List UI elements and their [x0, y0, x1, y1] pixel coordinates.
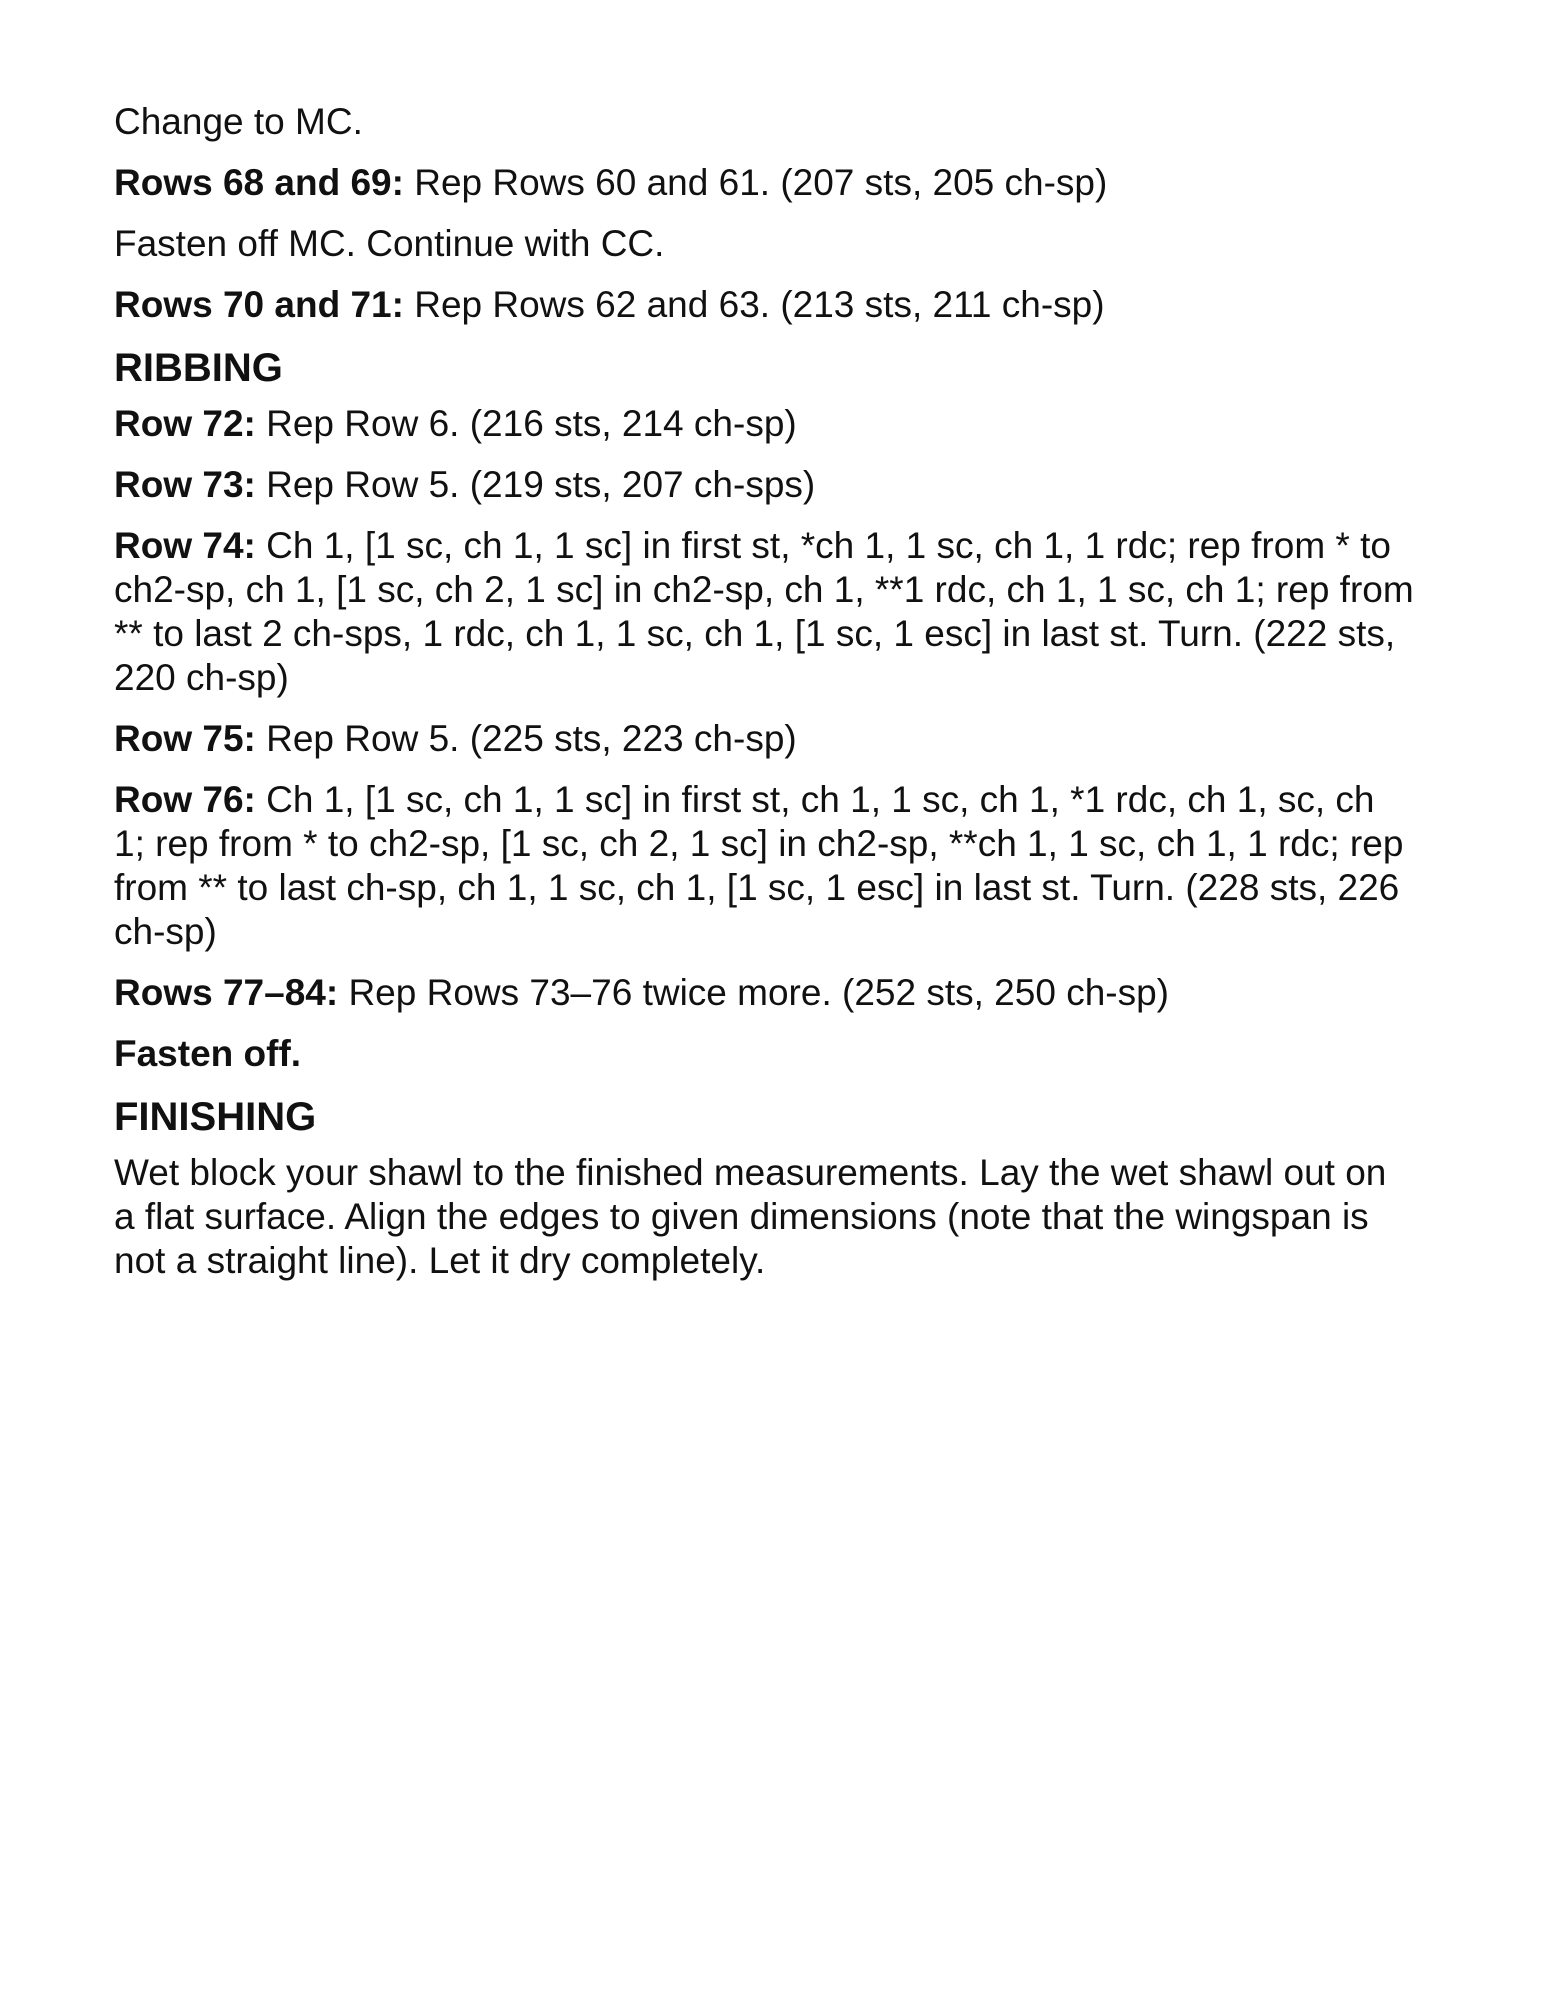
section-heading-finishing: FINISHING	[114, 1095, 317, 1139]
row-instruction: Ch 1, [1 sc, ch 1, 1 sc] in first st, *ch 1, 1 sc, ch 1, 1 rdc; rep from * to ch2-sp, ch 1, [1 sc, ch 2, 1 sc] in ch2-sp, ch 1, **1 rdc, ch 1, 1 sc, ch 1; rep from ** to last 2 ch-sps, 1 rdc, ch 1, 1 sc, ch 1, [1 sc, 1 esc] in last st. Turn. (222 sts, 220 ch-sp)	[114, 525, 1414, 698]
row-label: Row 74:	[114, 525, 256, 566]
row-label: Row 76:	[114, 779, 256, 820]
paragraph-text: Wet block your shawl to the finished measurements. Lay the wet shawl out on a flat surface. Align the edges to given dimensions (note that the wingspan is not a straight line). Let it dry completely.	[114, 1152, 1387, 1281]
paragraph-row-75	[114, 717, 1414, 761]
document-page	[114, 100, 1414, 1300]
row-instruction: Rep Row 5. (219 sts, 207 ch-sps)	[255, 464, 816, 505]
row-label: Row 73:	[114, 464, 256, 505]
row-instruction: Rep Rows 60 and 61. (207 sts, 205 ch-sp)	[403, 162, 1108, 203]
row-instruction: Rep Rows 73–76 twice more. (252 sts, 250 ch-sp)	[338, 972, 1169, 1013]
paragraph-row-72	[114, 402, 1414, 446]
row-instruction: Rep Rows 62 and 63. (213 sts, 211 ch-sp)	[403, 284, 1105, 325]
row-label: Rows 70 and 71:	[114, 284, 404, 325]
row-instruction: Ch 1, [1 sc, ch 1, 1 sc] in first st, ch 1, 1 sc, ch 1, *1 rdc, ch 1, sc, ch 1; rep from * to ch2-sp, [1 sc, ch 2, 1 sc] in ch2-sp, **ch 1, 1 sc, ch 1, 1 rdc; rep from ** to last ch-sp, ch 1, 1 sc, ch 1, [1 sc, 1 esc] in last st. Turn. (228 sts, 226 ch-sp)	[114, 779, 1404, 952]
row-label: Row 72:	[114, 403, 256, 444]
paragraph-rows-77-84	[114, 971, 1414, 1015]
paragraph-rows-70-71	[114, 283, 1414, 327]
paragraph-row-76	[114, 778, 1414, 954]
row-label: Rows 68 and 69:	[114, 162, 404, 203]
paragraph-finishing	[114, 1151, 1414, 1283]
paragraph-row-74	[114, 524, 1414, 700]
row-label: Row 75:	[114, 718, 256, 759]
paragraph-text: Change to MC.	[114, 101, 363, 142]
paragraph-row-73	[114, 463, 1414, 507]
paragraph-change-to-mc	[114, 100, 1414, 144]
row-instruction: Rep Row 5. (225 sts, 223 ch-sp)	[255, 718, 797, 759]
paragraph-text: Fasten off MC. Continue with CC.	[114, 223, 665, 264]
section-heading-ribbing: RIBBING	[114, 346, 283, 390]
row-label: Rows 77–84:	[114, 972, 339, 1013]
row-instruction: Rep Row 6. (216 sts, 214 ch-sp)	[255, 403, 797, 444]
paragraph-rows-68-69	[114, 161, 1414, 205]
fasten-off-note: Fasten off.	[114, 1033, 302, 1074]
paragraph-fasten-off-mc	[114, 222, 1414, 266]
